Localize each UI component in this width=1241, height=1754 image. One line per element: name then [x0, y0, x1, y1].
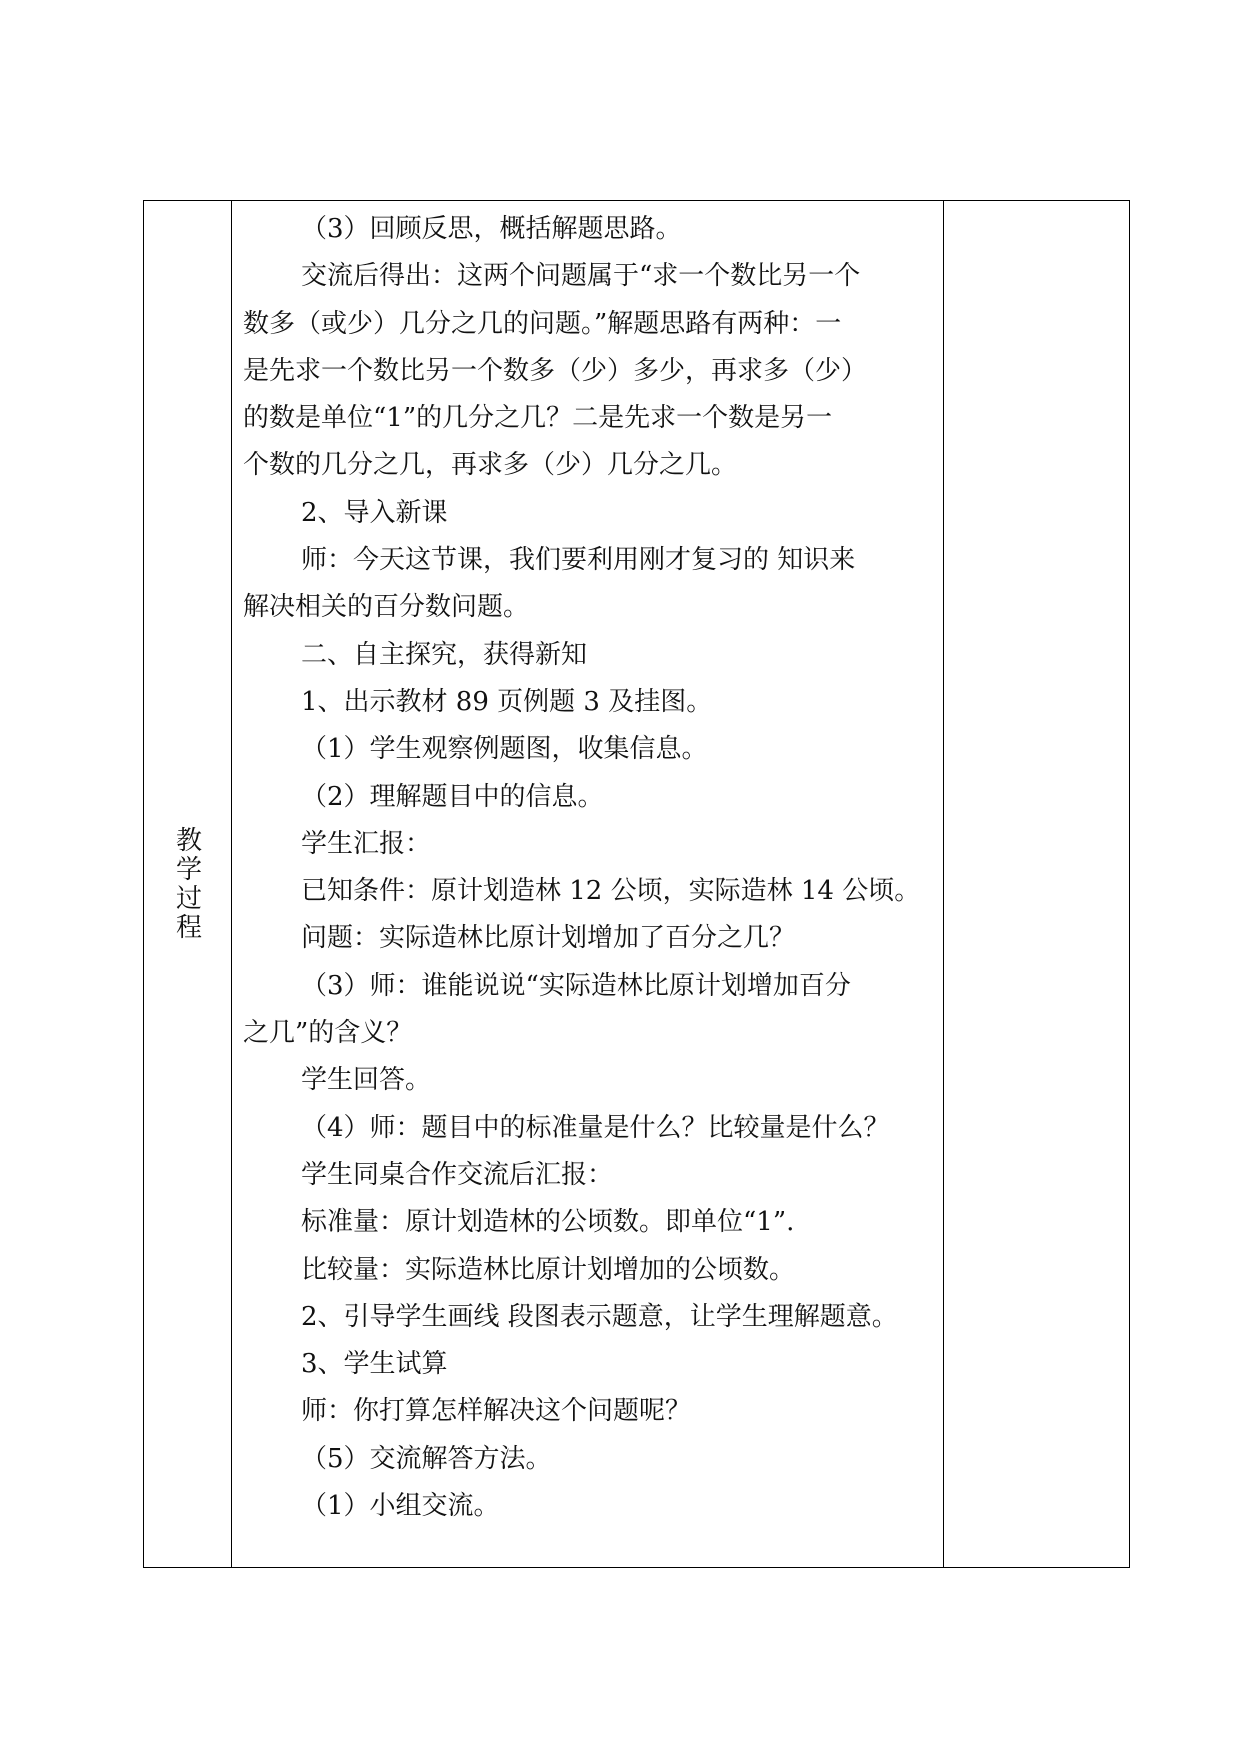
text-line: （3）师：谁能说说“实际造林比原计划增加百分	[301, 970, 851, 1001]
text-line: （5）交流解答方法。	[301, 1443, 552, 1474]
table-divider-right	[943, 200, 944, 1568]
text-line: 学生汇报：	[301, 828, 432, 859]
text-line: 二、自主探究，获得新知	[301, 639, 588, 670]
text-line: （1）学生观察例题图，收集信息。	[301, 734, 708, 765]
text-line: 比较量：实际造林比原计划增加的公顷数。	[301, 1254, 796, 1285]
text-line: 1、出示教材 89 页例题 3 及挂图。	[301, 686, 713, 717]
text-line: 2、导入新课	[301, 497, 448, 528]
text-line: 已知条件：原计划造林 12 公顷，实际造林 14 公顷。	[301, 876, 921, 907]
text-line: 的数是单位“1”的几分之几？二是先求一个数是另一	[243, 403, 833, 434]
text-line: 是先求一个数比另一个数多（少）多少，再求多（少）	[243, 355, 868, 386]
text-line: （1）小组交流。	[301, 1491, 500, 1522]
section-label: 教学过程	[171, 826, 202, 942]
text-line: 数多（或少）几分之几的问题。”解题思路有两种：一	[243, 308, 842, 339]
text-line: 3、学生试算	[301, 1349, 448, 1380]
table-divider-left	[231, 200, 232, 1568]
text-line: 2、引导学生画线 段图表示题意，让学生理解题意。	[301, 1301, 898, 1332]
text-line: 学生回答。	[301, 1065, 432, 1096]
text-line: 师：今天这节课，我们要利用刚才复习的 知识来	[301, 545, 856, 576]
text-line: 个数的几分之几，再求多（少）几分之几。	[243, 450, 738, 481]
text-line: 学生同桌合作交流后汇报：	[301, 1159, 614, 1190]
text-line: （4）师：题目中的标准量是什么？比较量是什么？	[301, 1112, 890, 1143]
text-line: 解决相关的百分数问题。	[243, 592, 530, 623]
text-line: 之几”的含义？	[243, 1018, 413, 1049]
lesson-content	[243, 206, 933, 1530]
text-line: 交流后得出：这两个问题属于“求一个数比另一个	[301, 261, 861, 292]
text-line: 师：你打算怎样解决这个问题呢？	[301, 1396, 692, 1427]
text-line: （2）理解题目中的信息。	[301, 781, 604, 812]
text-line: （3）回顾反思，概括解题思路。	[301, 214, 682, 244]
text-line: 问题：实际造林比原计划增加了百分之几？	[301, 923, 796, 954]
text-line: 标准量：原计划造林的公顷数。即单位“1”.	[301, 1207, 795, 1238]
section-label-cell	[143, 200, 231, 1568]
